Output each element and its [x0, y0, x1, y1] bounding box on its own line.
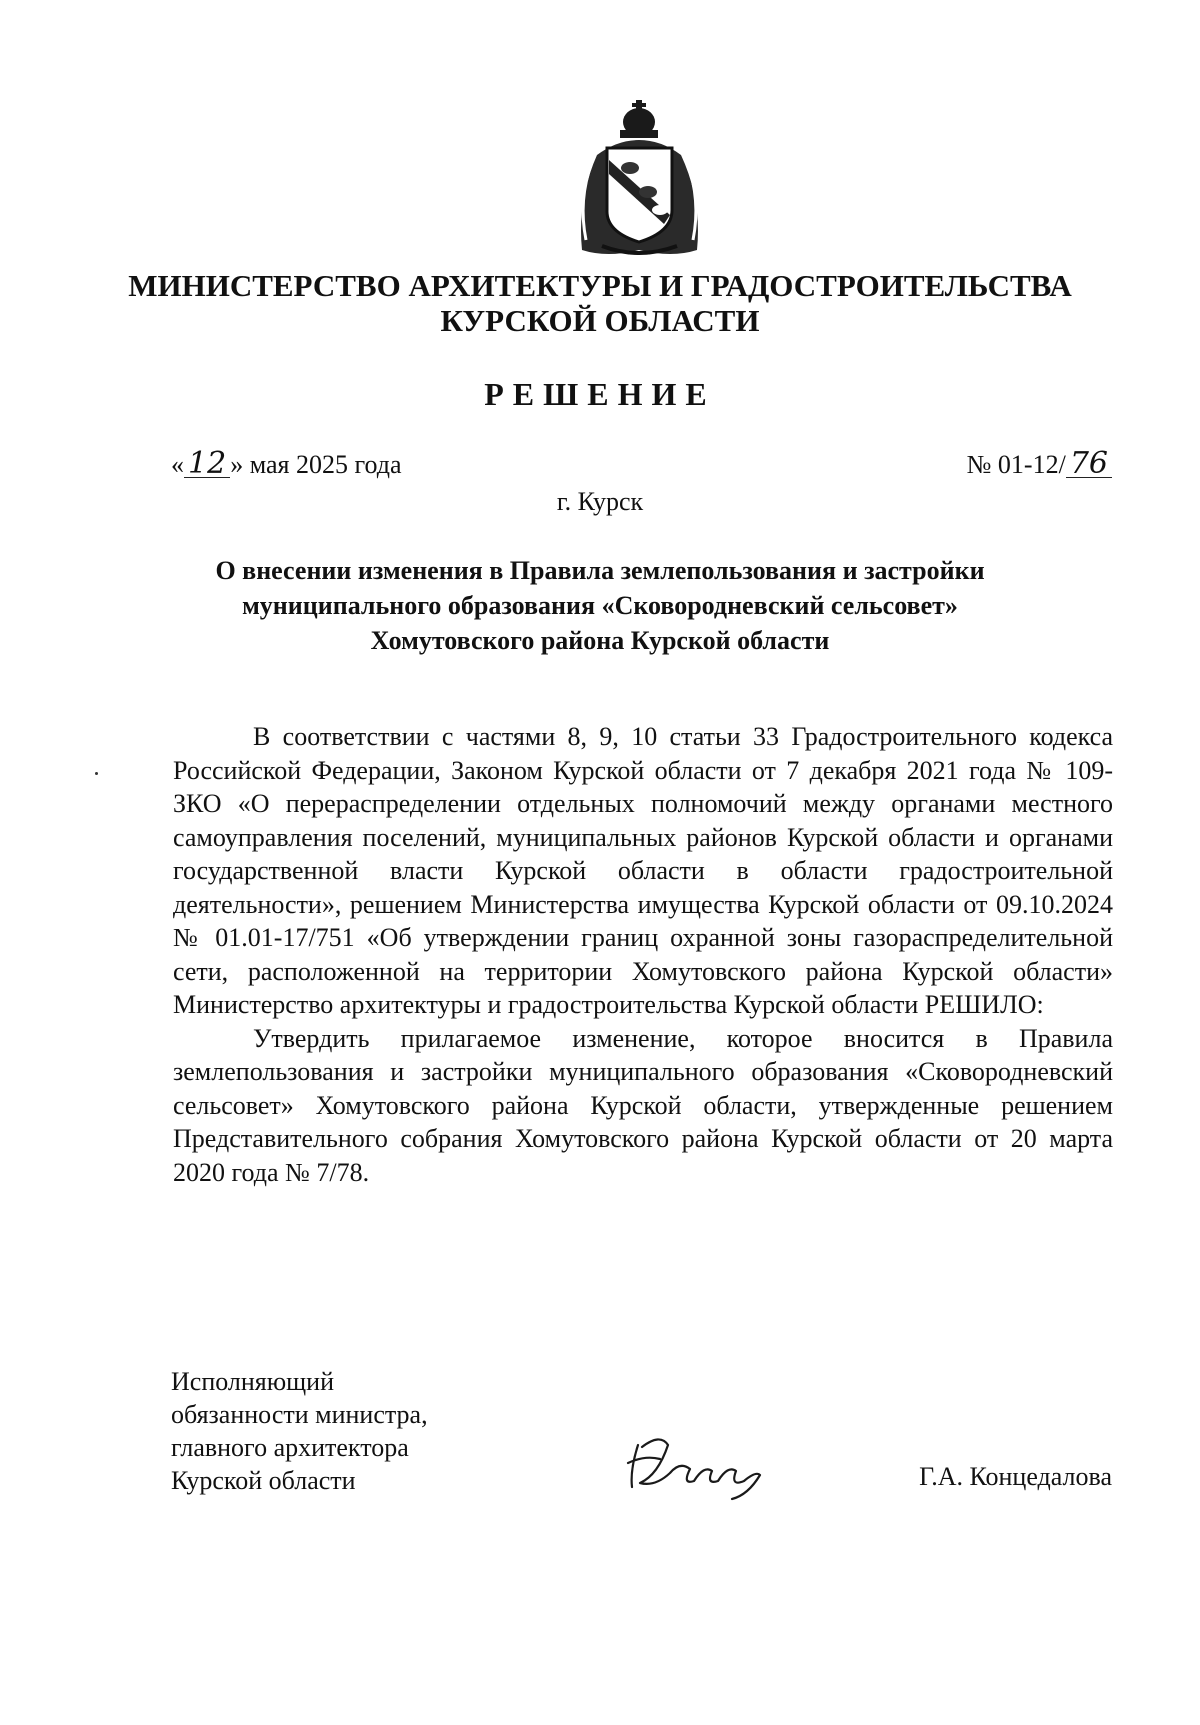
body-paragraph-1: В соответствии с частями 8, 9, 10 статьи 33 Градостроительного кодекса Российской Федерации, Законом Курской области от 7 декабря 2021 года № 109-ЗКО «О перераспределении отдельных полномочий между органами местного самоуправления поселений, муниципальных районов Курской области и органами государственной власти Курской области в области градостроительной деятельности», решением Министерства имущества Курской области от 09.10.2024 № 01.01-17/751 «Об утверждении границ охранной зоны газораспределительной сети, расположенной на территории Хомутовского района Курской области» Министерство архитектуры и градостроительства Курской области РЕШИЛО:: [173, 722, 1113, 1019]
scan-speck: [95, 772, 98, 775]
date-day-handwritten: 12: [184, 451, 230, 478]
signer-position: [171, 1365, 428, 1497]
decision-date: [171, 446, 402, 481]
number-handwritten: 76: [1066, 451, 1112, 478]
subject-line-1: О внесении изменения в Правила землепользования и застройки: [215, 556, 985, 585]
body-paragraph-2: Утвердить прилагаемое изменение, которое вносится в Правила землепользования и застройки муниципального образования «Сковородневский сельсовет» Хомутовского района Курской области, утвержденные решением Представительного собрания Хомутовского района Курской области от 20 марта 2020 года № 7/78.: [173, 1023, 1113, 1187]
handwritten-signature: [620, 1425, 780, 1505]
decision-body: [173, 720, 1113, 1189]
date-open-quote: «: [171, 450, 184, 479]
ministry-line-1: МИНИСТЕРСТВО АРХИТЕКТУРЫ И ГРАДОСТРОИТЕЛЬСТВА: [128, 268, 1072, 303]
subject-line-3: Хомутовского района Курской области: [370, 626, 830, 655]
date-month-year: » мая 2025 года: [230, 450, 402, 479]
subject-line-2: муниципального образования «Сковородневский сельсовет»: [242, 591, 958, 620]
document-type: РЕШЕНИЕ: [484, 376, 716, 412]
decision-subject: [180, 553, 1020, 658]
ministry-name: [100, 268, 1100, 338]
number-prefix: № 01-12/: [966, 450, 1066, 479]
ministry-line-2: КУРСКОЙ ОБЛАСТИ: [440, 303, 760, 338]
signer-title-line-1: Исполняющий: [171, 1367, 335, 1396]
signer-title-line-3: главного архитектора: [171, 1433, 409, 1462]
city: г. Курск: [556, 487, 644, 516]
signer-title-line-4: Курской области: [171, 1466, 356, 1495]
decision-number: [966, 446, 1112, 481]
signer-title-line-2: обязанности министра,: [171, 1400, 428, 1429]
signer-name: Г.А. Концедалова: [919, 1462, 1112, 1491]
kursk-coat-of-arms-icon: [572, 100, 707, 260]
